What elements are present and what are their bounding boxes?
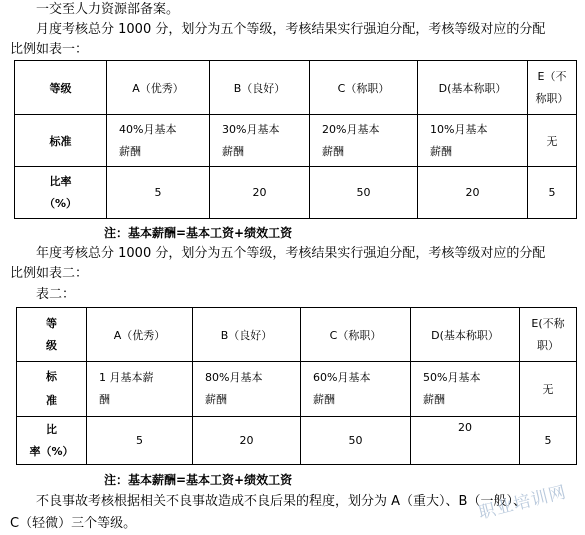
table-1-ratio-c: 50 (310, 167, 418, 219)
table-1-header-e: E（不 称职） (528, 61, 577, 115)
paragraph-2-line-1: 年度考核总分 1000 分，划分为五个等级，考核结果实行强迫分配，考核等级对应的分配 (36, 246, 546, 261)
table-2-header-grade: 等 级 (17, 308, 87, 362)
table-1-standard-c: 20%月基本 薪酬 (310, 115, 418, 167)
paragraph-1-line-1: 月度考核总分 1000 分，划分为五个等级，考核结果实行强迫分配，考核等级对应的分配 (36, 22, 546, 37)
table-2-standard-b: 80%月基本 薪酬 (193, 362, 301, 417)
table-1-header-a: A（优秀） (107, 61, 210, 115)
table-1-standard-b: 30%月基本 薪酬 (210, 115, 310, 167)
table-1-ratio-e: 5 (528, 167, 577, 219)
table-2-header-e: E(不称 职） (520, 308, 577, 362)
table-1-ratio-label: 比率 （%） (15, 167, 107, 219)
table-2-standard-d: 50%月基本 薪酬 (411, 362, 520, 417)
table-row (17, 417, 577, 465)
table-2-standard-label: 标 准 (17, 362, 87, 417)
table-1-ratio-a: 5 (107, 167, 210, 219)
table-2-ratio-d: 20 (411, 417, 520, 465)
table-1 (14, 60, 577, 219)
table-2-standard-e: 无 (520, 362, 577, 417)
table-2-note: 注：基本薪酬=基本工资+绩效工资 (104, 473, 293, 487)
table-2-caption: 表二： (36, 287, 76, 302)
table-1-note: 注：基本薪酬=基本工资+绩效工资 (104, 226, 293, 240)
table-2-header-a: A（优秀） (87, 308, 193, 362)
paragraph-2-line-2: 比例如表二： (10, 266, 89, 281)
watermark: 职业培训网 (476, 482, 569, 524)
table-2 (16, 307, 577, 465)
table-1-standard-a: 40%月基本 薪酬 (107, 115, 210, 167)
table-row (15, 61, 577, 115)
table-1-standard-label: 标准 (15, 115, 107, 167)
table-2-ratio-label: 比 率（%） (17, 417, 87, 465)
table-2-header-b: B（良好） (193, 308, 301, 362)
table-row (15, 167, 577, 219)
table-1-ratio-b: 20 (210, 167, 310, 219)
table-1-header-c: C（称职） (310, 61, 418, 115)
table-1-header-grade: 等级 (15, 61, 107, 115)
table-2-header-c: C（称职） (301, 308, 411, 362)
table-1-ratio-d: 20 (418, 167, 528, 219)
table-2-standard-a: 1 月基本薪 酬 (87, 362, 193, 417)
paragraph-1-line-2: 比例如表一： (10, 42, 89, 57)
table-row (15, 115, 577, 167)
table-2-standard-c: 60%月基本 薪酬 (301, 362, 411, 417)
table-1-header-d: D(基本称职） (418, 61, 528, 115)
table-row (17, 362, 577, 417)
table-1-standard-e: 无 (528, 115, 577, 167)
table-1-standard-d: 10%月基本 薪酬 (418, 115, 528, 167)
top-line: 一交至人力资源部备案。 (36, 2, 180, 17)
table-2-ratio-b: 20 (193, 417, 301, 465)
paragraph-3-line-1: 不良事故考核根据相关不良事故造成不良后果的程度，划分为 A（重大）、B（一般）、 (36, 494, 526, 509)
table-1-header-b: B（良好） (210, 61, 310, 115)
table-2-ratio-e: 5 (520, 417, 577, 465)
table-row (17, 308, 577, 362)
paragraph-3-line-2: C（轻微）三个等级。 (10, 516, 137, 531)
table-2-ratio-c: 50 (301, 417, 411, 465)
table-2-header-d: D(基本称职） (411, 308, 520, 362)
table-2-ratio-a: 5 (87, 417, 193, 465)
